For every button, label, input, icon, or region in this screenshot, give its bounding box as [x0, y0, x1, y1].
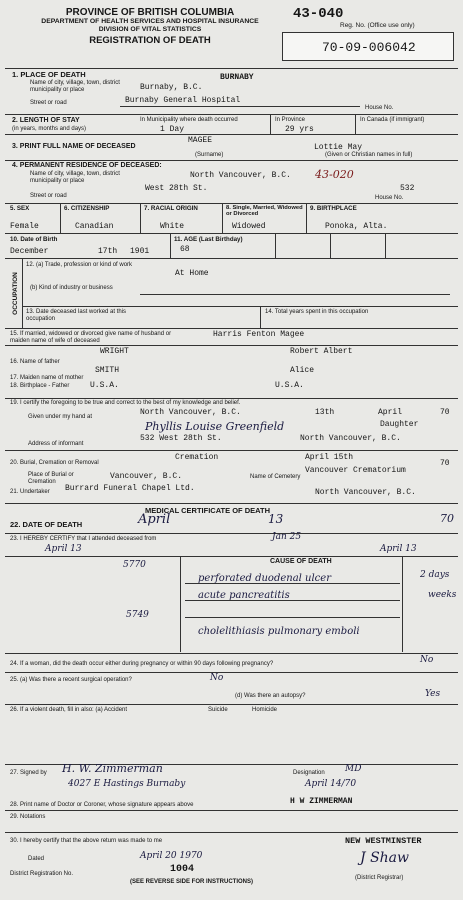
- print-name-value: H W ZIMMERMAN: [290, 797, 353, 806]
- page-title: REGISTRATION OF DEATH: [89, 35, 211, 46]
- district-registrar-label: (District Registrar): [355, 875, 404, 881]
- cause-immediate: perforated duodenal ulcer: [198, 573, 331, 584]
- burial-type: Cremation: [175, 453, 219, 462]
- place-street-label: Street or road: [30, 100, 67, 106]
- certify-alive: April 13: [380, 544, 417, 554]
- cause-interval1: 2 days: [420, 570, 450, 580]
- birthplace-value: Ponoka, Alta.: [325, 222, 388, 231]
- cause-other: cholelithiasis pulmonary emboli: [198, 626, 360, 637]
- place-street-value: Burnaby General Hospital: [125, 96, 241, 105]
- birthplace-label: 9. BIRTHPLACE: [310, 205, 357, 212]
- mother-given: Alice: [290, 366, 315, 375]
- marital-value: Widowed: [232, 222, 266, 231]
- certify-label: 23. I HEREBY CERTIFY that I attended deceased from: [10, 536, 157, 542]
- stay-canada-label: In Canada (if immigrant): [360, 117, 425, 123]
- district-value: 1004: [170, 864, 195, 875]
- informant-address-city: North Vancouver, B.C.: [300, 434, 401, 443]
- burial-place-label: Place of Burial or Cremation: [28, 472, 74, 485]
- father-label: 16. Name of father: [10, 359, 60, 365]
- sex-label: 5. SEX: [10, 205, 30, 212]
- informant-month: April: [378, 408, 403, 417]
- burial-date: April 15th: [305, 453, 354, 462]
- certify-to: April 13: [45, 544, 82, 554]
- length-of-stay-label: 2. LENGTH OF STAY: [12, 117, 80, 124]
- stay-province-value: 29 yrs: [285, 125, 314, 134]
- designation-value: MD: [345, 764, 362, 774]
- place-city-stamp: BURNABY: [220, 73, 254, 82]
- signed-name: H. W. Zimmerman: [62, 762, 163, 775]
- given-at-value: North Vancouver, B.C.: [140, 408, 241, 417]
- designation-label: Designation: [293, 770, 325, 776]
- surname-hint: (Surname): [195, 152, 224, 158]
- undertaker-address: North Vancouver, B.C.: [315, 488, 416, 497]
- cemetery-value: Vancouver Crematorium: [305, 466, 406, 475]
- notations-label: 29. Notations: [10, 814, 46, 820]
- burial-year: 70: [440, 459, 450, 468]
- violent-homicide: Homicide: [252, 707, 278, 713]
- racial-origin-label: 7. RACIAL ORIGIN: [144, 205, 198, 212]
- undertaker-name: Burrard Funeral Chapel Ltd.: [65, 484, 195, 493]
- signed-address: 4027 E Hastings Burnaby: [68, 779, 186, 789]
- informant-day: 13th: [315, 408, 335, 417]
- header-division: DIVISION OF VITAL STATISTICS: [98, 26, 202, 33]
- residence-street-label: Street or road: [30, 193, 67, 199]
- residence-city-label: Name of city, village, town, district municipality or place: [30, 171, 120, 184]
- dated-label: Dated: [28, 856, 45, 862]
- instructions-footer: (SEE REVERSE SIDE FOR INSTRUCTIONS): [130, 879, 254, 885]
- father-given: Robert Albert: [290, 347, 353, 356]
- age-value: 68: [180, 245, 190, 254]
- citizenship-label: 6. CITIZENSHIP: [64, 205, 110, 212]
- marital-label: 8. Single, Married, Widowed or Divorced: [226, 205, 303, 217]
- occupation-side-label: OCCUPATION: [11, 272, 19, 315]
- dob-year: 1901: [130, 247, 150, 256]
- informant-address: 532 West 28th St.: [140, 434, 222, 443]
- informant-year: 70: [440, 408, 450, 417]
- residence-house-value: 532: [400, 184, 415, 193]
- reg-no-label: Reg. No. (Office use only): [340, 22, 415, 29]
- stay-municipality-label: In Municipality where death occurred: [140, 117, 238, 123]
- informant-relationship: Daughter: [380, 420, 419, 429]
- violent-suicide: Suicide: [208, 707, 228, 713]
- dob-month: December: [10, 247, 49, 256]
- trade-label: 12. (a) Trade, profession or kind of work: [26, 262, 133, 268]
- dod-month: April: [138, 512, 171, 527]
- undertaker-label: 21. Undertaker: [10, 489, 50, 495]
- medical-header: MEDICAL CERTIFICATE OF DEATH: [145, 506, 270, 515]
- signed-date: April 14/70: [305, 779, 357, 789]
- given-name-value: Lottie May: [314, 143, 363, 152]
- last-worked-label: 13. Date deceased last worked at this occupation: [26, 309, 127, 322]
- certify-from: Jan 25: [272, 532, 302, 542]
- spouse-value: Harris Fenton Magee: [213, 330, 305, 339]
- cause-header: CAUSE OF DEATH: [270, 558, 332, 565]
- district-label: District Registration No.: [10, 871, 74, 877]
- reg-no-value: 70-09-006042: [322, 40, 416, 55]
- spouse-label: 15. If married, widowed or divorced give name of husband or maiden name of wife of deceased: [10, 331, 172, 344]
- trade-value: At Home: [175, 269, 209, 278]
- surname-value: MAGEE: [188, 136, 213, 145]
- registrar-label: 30. I hereby certify that the above return was made to me: [10, 838, 163, 844]
- cause-code1: 5770: [123, 560, 146, 570]
- operation-label: 25. (a) Was there a recent surgical operation?: [10, 677, 132, 683]
- residence-street-value: West 28th St.: [145, 184, 208, 193]
- signed-label: 27. Signed by: [10, 770, 47, 776]
- dated-value: April 20 1970: [140, 851, 203, 861]
- industry-label: (b) Kind of industry or business: [30, 285, 113, 291]
- stay-municipality-value: 1 Day: [160, 125, 185, 134]
- mother-surname: SMITH: [95, 366, 120, 375]
- given-hint: (Given or Christian names in full): [325, 152, 413, 158]
- residence-city-value: North Vancouver, B.C.: [190, 171, 291, 180]
- residence-house-label: House No.: [375, 195, 404, 201]
- racial-origin-value: White: [160, 222, 185, 231]
- age-label: 11. AGE (Last Birthday): [174, 236, 243, 243]
- cemetery-label: Name of Cemetery: [250, 474, 301, 480]
- form-number: 43-040: [293, 6, 344, 22]
- date-of-death-label: 22. DATE OF DEATH: [10, 520, 83, 529]
- full-name-label: 3. PRINT FULL NAME OF DECEASED: [12, 143, 136, 150]
- informant-signature: Phyllis Louise Greenfield: [145, 420, 285, 433]
- length-of-stay-sub: (in years, months and days): [12, 126, 87, 132]
- total-years-label: 14. Total years spent in this occupation: [265, 309, 369, 315]
- registrar-signature: J Shaw: [360, 850, 409, 866]
- parents-birthplace-label: 18. Birthplace - Father: [10, 383, 70, 389]
- header-province: PROVINCE OF BRITISH COLUMBIA: [65, 7, 235, 18]
- cause-due-b: acute pancreatitis: [198, 590, 290, 601]
- burial-label: 20. Burial, Cremation or Removal: [10, 460, 99, 466]
- violent-label: 26. If a violent death, fill in also: (a) Accident: [10, 707, 128, 713]
- autopsy-label: (d) Was there an autopsy?: [235, 693, 306, 699]
- pregnancy-label: 24. If a woman, did the death occur either during pregnancy or within 90 days following pregnancy?: [10, 661, 274, 667]
- burial-place: Vancouver, B.C.: [110, 472, 183, 481]
- informant-address-label: Address of informant: [28, 441, 84, 447]
- informant-label: 19. I certify the foregoing to be true and correct to the best of my knowledge and belief.: [10, 400, 241, 406]
- dod-year: 70: [440, 512, 454, 525]
- father-surname: WRIGHT: [100, 347, 129, 356]
- sex-value: Female: [10, 222, 39, 231]
- place-house-label: House No.: [365, 105, 394, 111]
- dob-day: 17th: [98, 247, 118, 256]
- dod-day: 13: [268, 512, 284, 526]
- pregnancy-value: No: [420, 655, 434, 665]
- residence-code: 43-020: [315, 168, 354, 181]
- header-department: DEPARTMENT OF HEALTH SERVICES AND HOSPITAL INSURANCE: [41, 18, 259, 25]
- operation-value: No: [210, 673, 224, 683]
- place-of-death-label: 1. PLACE OF DEATH: [12, 70, 86, 79]
- registrar-stamp: NEW WESTMINSTER: [345, 836, 422, 846]
- mother-birthplace: U.S.A.: [275, 381, 304, 390]
- autopsy-value: Yes: [425, 689, 441, 699]
- place-city-value: Burnaby, B.C.: [140, 83, 203, 92]
- citizenship-value: Canadian: [75, 222, 114, 231]
- given-at-label: Given under my hand at: [28, 414, 93, 420]
- place-city-label: Name of city, village, town, district municipality or place: [30, 80, 120, 93]
- residence-label: 4. PERMANENT RESIDENCE OF DECEASED:: [12, 162, 162, 169]
- dob-label: 10. Date of Birth: [10, 236, 58, 243]
- print-name-label: 28. Print name of Doctor or Coroner, whose signature appears above: [10, 802, 194, 808]
- stay-province-label: In Province: [275, 117, 306, 123]
- mother-label: 17. Maiden name of mother: [10, 375, 84, 381]
- cause-interval2: weeks: [428, 590, 457, 600]
- father-birthplace: U.S.A.: [90, 381, 119, 390]
- cause-code2: 5749: [126, 610, 149, 620]
